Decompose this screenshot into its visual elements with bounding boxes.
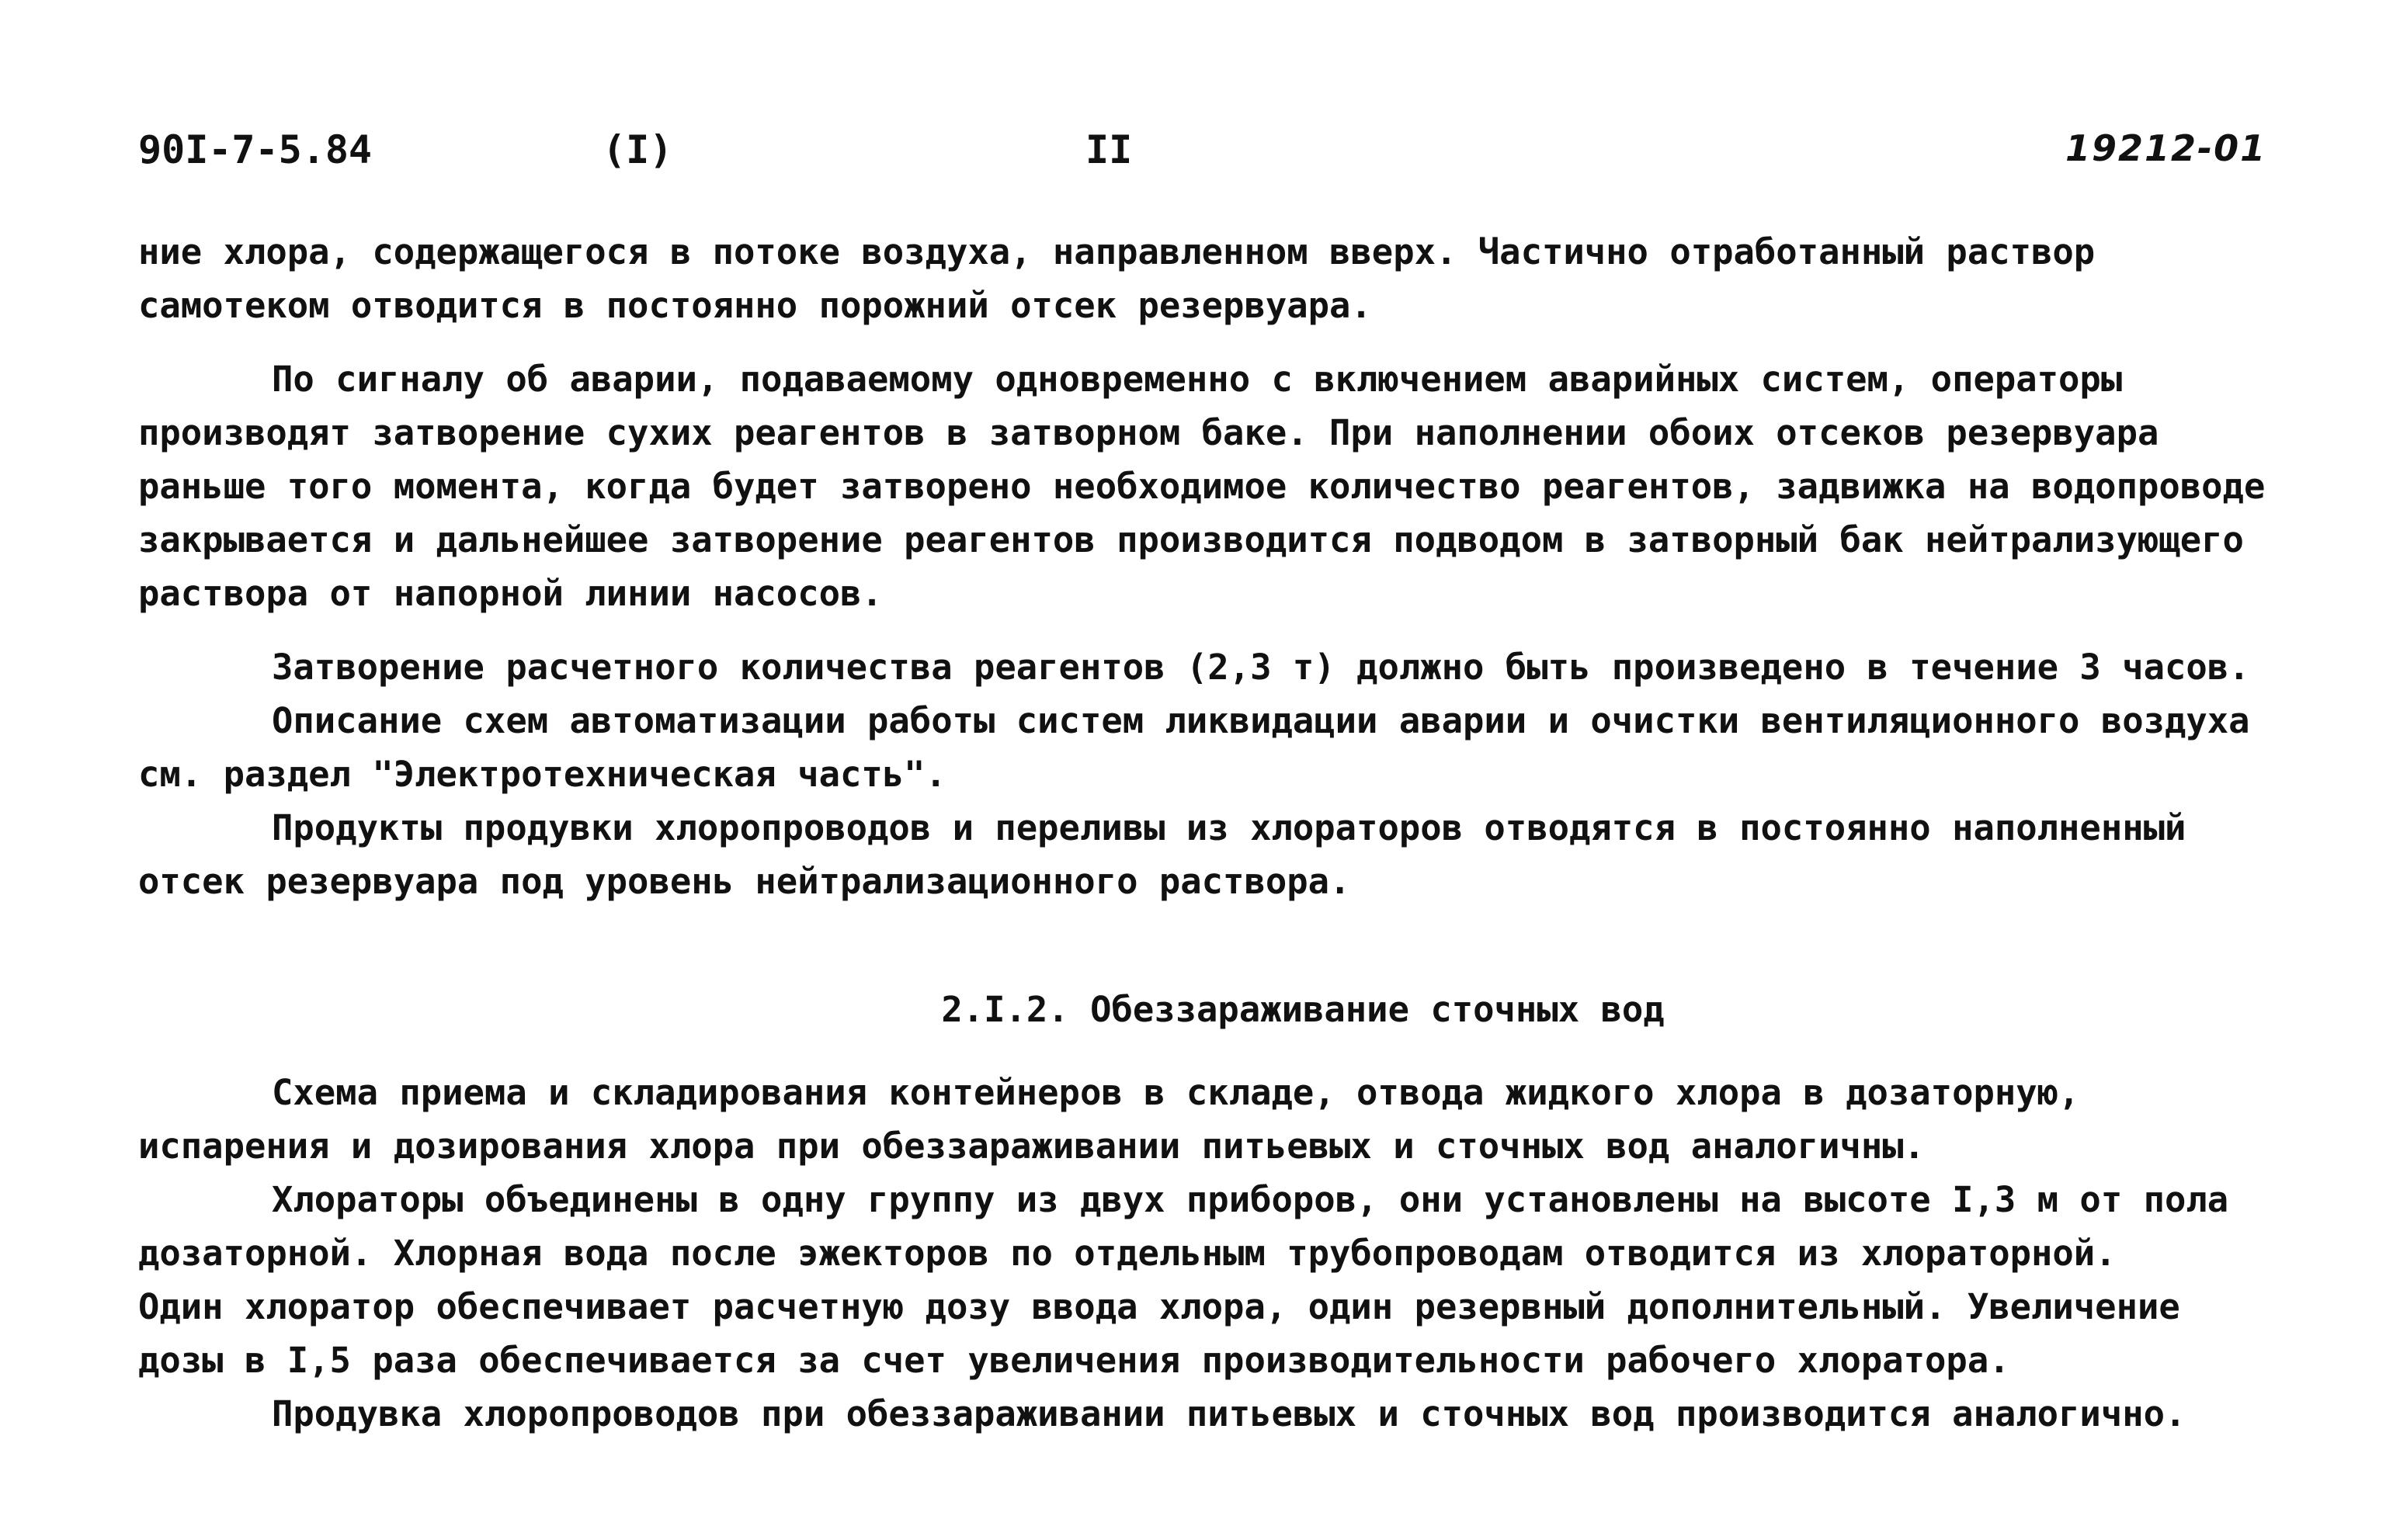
document-code: 90I-7-5.84	[138, 127, 373, 172]
paragraph-purge-chlorine-lines: Продувка хлоропроводов при обеззараживании питьевых и сточных вод производится аналогично.	[272, 1393, 2186, 1434]
paragraph-chlorinators: Хлораторы объединены в одну группу из двух приборов, они установлены на высоте I,3 м от пола дозаторной. Хлорная вода после эжекторов по отдельным трубопроводам отводится из хлораторной.	[138, 1179, 2229, 1274]
section-heading: 2.I.2. Обеззараживание сточных вод	[941, 989, 1665, 1030]
paragraph-purge-products: Продукты продувки хлоропроводов и переливы из хлораторов отводятся в постоянно наполненный отсек резервуара под уровень нейтрализационного раствора.	[138, 807, 2186, 902]
paragraph-continuation: ние хлора, содержащегося в потоке воздуха, направленном вверх. Частично отработанный раствор самотеком отводится в постоянно порожний отсек резервуара.	[138, 231, 2096, 326]
paragraph-container-scheme: Схема приема и складирования контейнеров в складе, отвода жидкого хлора в дозаторную, испарения и дозирования хлора при обеззараживании питьевых и сточных вод аналогичны.	[138, 1072, 2080, 1167]
inventory-number: 19212-01	[2065, 127, 2267, 169]
paragraph-emergency-signal: По сигналу об аварии, подаваемому одновременно с включением аварийных систем, операторы производят затворение сухих реагентов в затворном баке. При наполнении обоих отсеков резервуара раньше того момента, когда будет затворено необходимое количество реагентов, задвижка на водопроводе закрывается и дальнейшее затворение реагентов производится подводом в затворный бак нейтрализующего раствора от напорной линии насосов.	[138, 359, 2266, 614]
sheet-number: (I)	[603, 127, 673, 172]
paragraph-reagent-mixing: Затворение расчетного количества реагентов (2,3 т) должно быть произведено в течение 3 часов.	[272, 647, 2250, 688]
paragraph-chlorinator-dose: Один хлоратор обеспечивает расчетную дозу ввода хлора, один резервный дополнительный. Увеличение дозы в I,5 раза обеспечивается за счет увеличения производительности рабочего хлоратора.	[138, 1286, 2180, 1381]
document-body	[138, 225, 2281, 1441]
paragraph-automation: Описание схем автоматизации работы систем ликвидации аварии и очистки вентиляционного воздуха см. раздел "Электротехническая часть".	[138, 700, 2250, 795]
page-number: II	[1085, 127, 1133, 172]
